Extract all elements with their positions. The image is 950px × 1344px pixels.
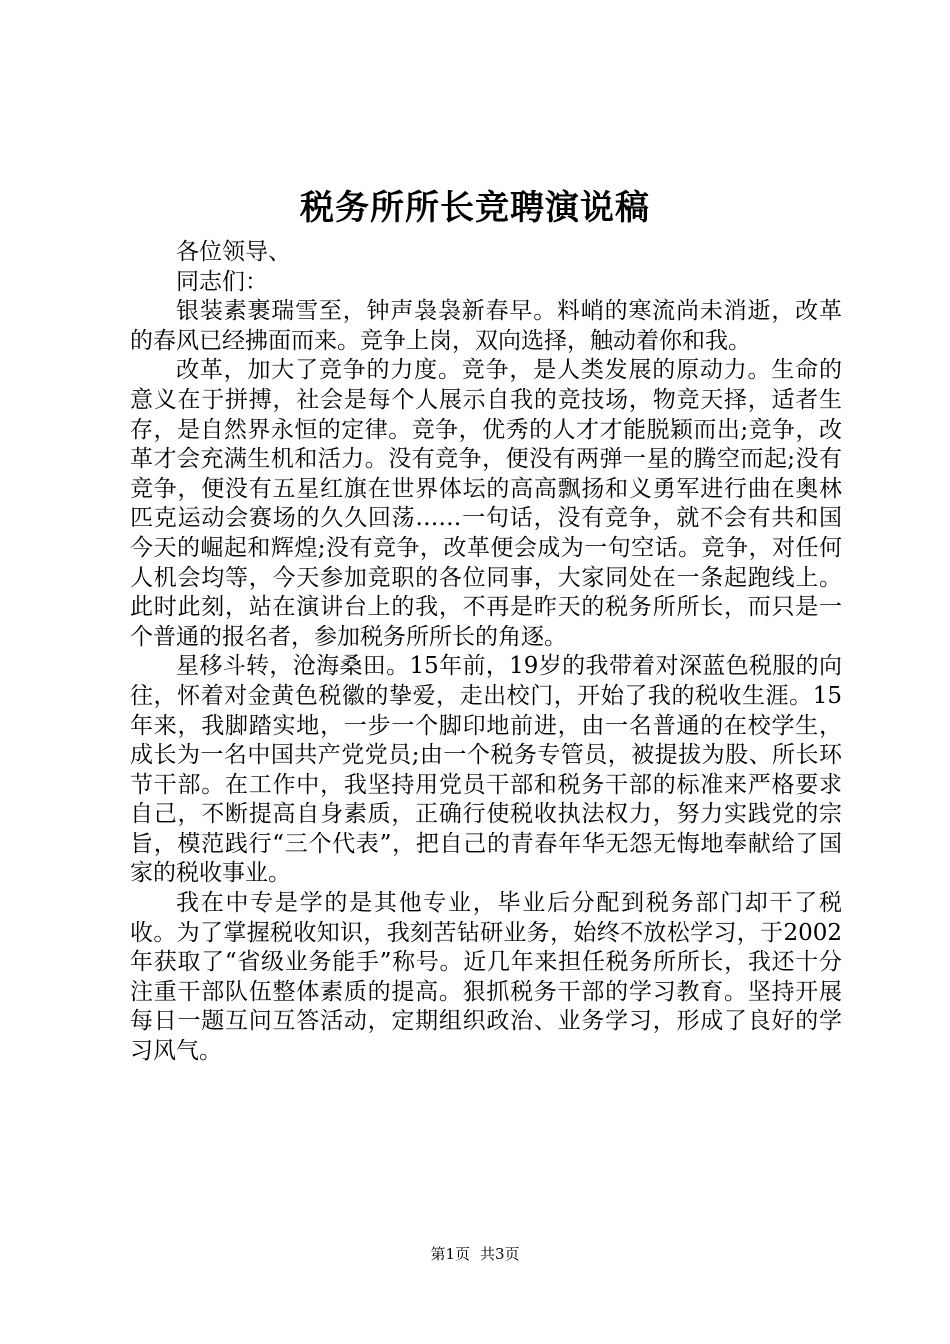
paragraph-study: 我在中专是学的是其他专业，毕业后分配到税务部门却干了税收。为了掌握税收知识，我刻苦钻研业务，始终不放松学习，于2002年获取了“省级业务能手”称号。近几年来担任税务所所长，我还十分注重干部队伍整体素质的提高。狠抓税务干部的学习教育。坚持开展每日一题互问互答活动，定期组织政治、业务学习，形成了良好的学习风气。 [130, 890, 842, 1065]
paragraph-opening: 银装素裹瑞雪至，钟声袅袅新春早。料峭的寒流尚未消逝，改革的春风已经拂面而来。竞争上岗，双向选择，触动着你和我。 [130, 298, 842, 354]
document-title: 税务所所长竞聘演说稿 [300, 188, 650, 228]
page-number-total: 共3页 [480, 1245, 520, 1263]
salutation-leaders: 各位领导、 [176, 239, 291, 265]
page-footer [0, 1244, 950, 1264]
document-body [130, 238, 842, 1067]
paragraph-career: 星移斗转，沧海桑田。15年前，19岁的我带着对深蓝色税服的向往，怀着对金黄色税徽的挚爱，走出校门，开始了我的税收生涯。15年来，我脚踏实地，一步一个脚印地前进，由一名普通的在校学生，成长为一名中国共产党党员;由一个税务专管员，被提拔为股、所长环节干部。在工作中，我坚持用党员干部和税务干部的标准来严格要求自己，不断提高自身素质，正确行使税收执法权力，努力实践党的宗旨，模范践行“三个代表”，把自己的青春年华无怨无悔地奉献给了国家的税收事业。 [130, 653, 842, 887]
salutation-comrades: 同志们： [176, 268, 268, 295]
page-number-current: 第1页 [430, 1245, 470, 1263]
paragraph-competition: 改革，加大了竞争的力度。竞争，是人类发展的原动力。生命的意义在于拼搏，社会是每个人展示自我的竞技场，物竞天择，适者生存，是自然界永恒的定律。竞争，优秀的人才才能脱颖而出;竞争，改革才会充满生机和活力。没有竞争，便没有两弹一星的腾空而起;没有竞争，便没有五星红旗在世界体坛的高高飘扬和义勇军进行曲在奥林匹克运动会赛场的久久回荡……一句话，没有竞争，就不会有共和国今天的崛起和辉煌;没有竞争，改革便会成为一句空话。竞争，对任何人机会均等，今天参加竞职的各位同事，大家同处在一条起跑线上。此时此刻，站在演讲台上的我，不再是昨天的税务所所长，而只是一个普通的报名者，参加税务所所长的角逐。 [130, 357, 842, 650]
